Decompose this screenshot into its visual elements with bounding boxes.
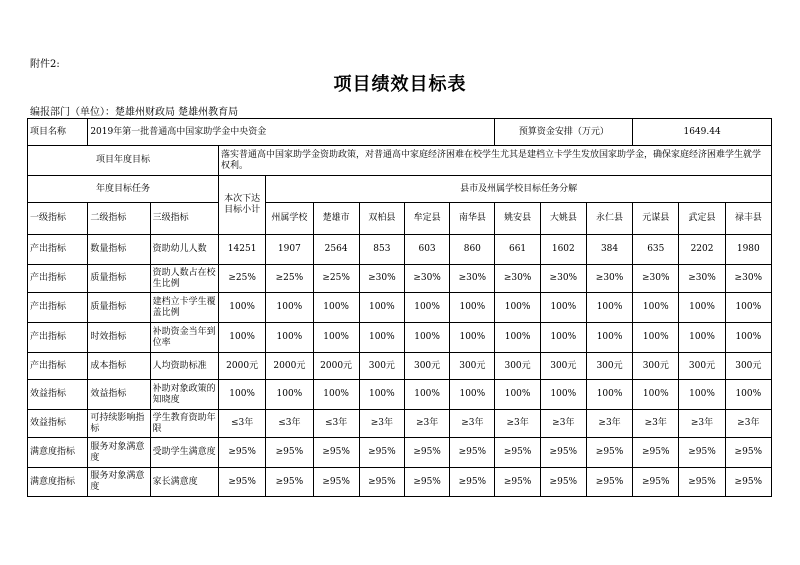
subtotal-cell: 100% xyxy=(219,323,266,353)
table-row xyxy=(28,410,772,438)
county-value-cell: 100% xyxy=(359,293,404,323)
county-value-cell: 2564 xyxy=(313,235,359,265)
level3-cell: 资助幼儿人数 xyxy=(150,235,218,265)
level2-cell: 成本指标 xyxy=(88,353,150,380)
county-value-cell: 100% xyxy=(586,323,632,353)
county-value-cell: ≤3年 xyxy=(266,410,313,438)
county-value-cell: ≥30% xyxy=(450,265,495,293)
level3-cell: 学生教育资助年限 xyxy=(150,410,218,438)
table-row xyxy=(28,323,772,353)
county-value-cell: 1907 xyxy=(266,235,313,265)
level3-cell: 人均资助标准 xyxy=(150,353,218,380)
county-value-cell: ≥95% xyxy=(540,468,586,497)
county-value-cell: 300元 xyxy=(495,353,540,380)
county-value-cell: ≥3年 xyxy=(633,410,679,438)
level3-cell: 补助对象政策的知晓度 xyxy=(150,380,218,410)
level2-header: 二级指标 xyxy=(88,203,150,235)
county-value-cell: ≥95% xyxy=(495,468,540,497)
project-name-row xyxy=(28,119,772,146)
table-row xyxy=(28,353,772,380)
county-value-cell: 100% xyxy=(266,380,313,410)
department-value: 楚雄州财政局 楚雄州教育局 xyxy=(115,107,239,118)
attachment-label: 附件2: xyxy=(30,59,60,70)
subtotal-cell: ≥25% xyxy=(219,265,266,293)
county-value-cell: ≥30% xyxy=(679,265,725,293)
county-value-cell: ≥3年 xyxy=(495,410,540,438)
county-value-cell: 100% xyxy=(540,293,586,323)
county-value-cell: 384 xyxy=(586,235,632,265)
county-value-cell: 100% xyxy=(266,323,313,353)
county-value-cell: ≤3年 xyxy=(313,410,359,438)
subtotal-header: 本次下达目标小计 xyxy=(219,176,266,235)
county-value-cell: ≥95% xyxy=(725,438,771,468)
county-value-cell: 100% xyxy=(404,323,449,353)
county-value-cell: 300元 xyxy=(633,353,679,380)
level3-cell: 家长满意度 xyxy=(150,468,218,497)
table-row xyxy=(28,468,772,497)
annual-goal-label: 项目年度目标 xyxy=(28,146,219,176)
county-value-cell: 300元 xyxy=(359,353,404,380)
county-value-cell: ≥30% xyxy=(633,265,679,293)
subtotal-cell: 2000元 xyxy=(219,353,266,380)
county-value-cell: 100% xyxy=(266,293,313,323)
county-value-cell: 300元 xyxy=(586,353,632,380)
county-value-cell: 661 xyxy=(495,235,540,265)
project-name-value: 2019年第一批普通高中国家助学金中央资金 xyxy=(88,119,495,146)
table-row xyxy=(28,293,772,323)
header-row-2 xyxy=(28,203,772,235)
county-value-cell: 100% xyxy=(725,380,771,410)
table-row xyxy=(28,265,772,293)
county-value-cell: ≥3年 xyxy=(679,410,725,438)
county-header: 楚雄市 xyxy=(313,203,359,235)
county-value-cell: ≥95% xyxy=(404,438,449,468)
county-value-cell: 603 xyxy=(404,235,449,265)
county-value-cell: 100% xyxy=(540,380,586,410)
county-value-cell: 635 xyxy=(633,235,679,265)
county-value-cell: ≥3年 xyxy=(450,410,495,438)
county-header: 牟定县 xyxy=(404,203,449,235)
level1-cell: 产出指标 xyxy=(28,293,88,323)
county-value-cell: 100% xyxy=(313,380,359,410)
level3-cell: 补助资金当年到位率 xyxy=(150,323,218,353)
level3-cell: 资助人数占在校生比例 xyxy=(150,265,218,293)
subtotal-cell: ≥95% xyxy=(219,468,266,497)
county-value-cell: ≥30% xyxy=(725,265,771,293)
county-value-cell: 100% xyxy=(359,380,404,410)
department-label: 编报部门（单位）： xyxy=(30,107,115,118)
county-header: 元谋县 xyxy=(633,203,679,235)
county-value-cell: ≥95% xyxy=(725,468,771,497)
budget-label: 预算资金安排（万元） xyxy=(495,119,633,146)
county-header: 禄丰县 xyxy=(725,203,771,235)
county-value-cell: 300元 xyxy=(450,353,495,380)
level2-cell: 时效指标 xyxy=(88,323,150,353)
county-value-cell: ≥95% xyxy=(450,438,495,468)
county-value-cell: 300元 xyxy=(540,353,586,380)
county-value-cell: ≥95% xyxy=(313,438,359,468)
county-value-cell: 2000元 xyxy=(266,353,313,380)
level2-cell: 服务对象满意度 xyxy=(88,468,150,497)
county-value-cell: ≥3年 xyxy=(586,410,632,438)
county-header: 南华县 xyxy=(450,203,495,235)
county-value-cell: 100% xyxy=(633,323,679,353)
table-row xyxy=(28,438,772,468)
county-value-cell: 100% xyxy=(725,293,771,323)
county-value-cell: 2000元 xyxy=(313,353,359,380)
budget-value: 1649.44 xyxy=(633,119,772,146)
county-value-cell: ≥95% xyxy=(359,468,404,497)
level3-cell: 受助学生满意度 xyxy=(150,438,218,468)
table-row xyxy=(28,380,772,410)
county-value-cell: 100% xyxy=(404,380,449,410)
subtotal-cell: 100% xyxy=(219,293,266,323)
level1-cell: 效益指标 xyxy=(28,410,88,438)
county-value-cell: ≥25% xyxy=(266,265,313,293)
county-header: 姚安县 xyxy=(495,203,540,235)
project-name-label: 项目名称 xyxy=(28,119,88,146)
county-value-cell: ≥3年 xyxy=(359,410,404,438)
county-value-cell: 100% xyxy=(450,293,495,323)
county-value-cell: 100% xyxy=(313,293,359,323)
county-value-cell: ≥95% xyxy=(266,468,313,497)
county-value-cell: ≥95% xyxy=(404,468,449,497)
county-header: 永仁县 xyxy=(586,203,632,235)
subtotal-cell: 100% xyxy=(219,380,266,410)
level1-header: 一级指标 xyxy=(28,203,88,235)
county-value-cell: 100% xyxy=(359,323,404,353)
county-value-cell: ≥95% xyxy=(633,438,679,468)
county-value-cell: 100% xyxy=(450,323,495,353)
county-value-cell: 100% xyxy=(633,293,679,323)
county-header: 州属学校 xyxy=(266,203,313,235)
county-value-cell: ≥95% xyxy=(586,468,632,497)
county-value-cell: 100% xyxy=(404,293,449,323)
county-value-cell: ≥95% xyxy=(359,438,404,468)
county-value-cell: ≥95% xyxy=(313,468,359,497)
performance-target-table xyxy=(27,118,772,497)
county-value-cell: ≥95% xyxy=(633,468,679,497)
county-value-cell: 100% xyxy=(586,380,632,410)
county-value-cell: ≥30% xyxy=(586,265,632,293)
header-row-1 xyxy=(28,176,772,203)
county-value-cell: ≥95% xyxy=(266,438,313,468)
county-value-cell: ≥3年 xyxy=(404,410,449,438)
county-value-cell: 100% xyxy=(313,323,359,353)
county-header: 武定县 xyxy=(679,203,725,235)
level2-cell: 服务对象满意度 xyxy=(88,438,150,468)
county-value-cell: 100% xyxy=(586,293,632,323)
county-value-cell: 100% xyxy=(495,323,540,353)
county-value-cell: 100% xyxy=(679,380,725,410)
level1-cell: 产出指标 xyxy=(28,265,88,293)
level1-cell: 满意度指标 xyxy=(28,468,88,497)
county-value-cell: 100% xyxy=(495,380,540,410)
county-value-cell: ≥95% xyxy=(679,468,725,497)
county-value-cell: 1980 xyxy=(725,235,771,265)
level1-cell: 产出指标 xyxy=(28,235,88,265)
county-value-cell: 1602 xyxy=(540,235,586,265)
level3-header: 三级指标 xyxy=(150,203,218,235)
table-row xyxy=(28,235,772,265)
subtotal-cell: 14251 xyxy=(219,235,266,265)
level1-cell: 效益指标 xyxy=(28,380,88,410)
county-value-cell: 300元 xyxy=(725,353,771,380)
county-value-cell: ≥30% xyxy=(495,265,540,293)
county-value-cell: 100% xyxy=(540,323,586,353)
county-value-cell: 100% xyxy=(679,323,725,353)
county-value-cell: ≥95% xyxy=(586,438,632,468)
annual-goal-row xyxy=(28,146,772,176)
subtotal-cell: ≤3年 xyxy=(219,410,266,438)
county-value-cell: 100% xyxy=(725,323,771,353)
county-value-cell: ≥30% xyxy=(540,265,586,293)
county-value-cell: ≥95% xyxy=(450,468,495,497)
annual-goal-value: 落实普通高中国家助学金资助政策，对普通高中家庭经济困难在校学生尤其是建档立卡学生发放国家助学金，确保家庭经济困难学生就学权利。 xyxy=(219,146,772,176)
level2-cell: 可持续影响指标 xyxy=(88,410,150,438)
county-value-cell: 853 xyxy=(359,235,404,265)
page-title: 项目绩效目标表 xyxy=(333,74,467,95)
county-value-cell: 100% xyxy=(450,380,495,410)
county-value-cell: 100% xyxy=(633,380,679,410)
county-value-cell: ≥95% xyxy=(679,438,725,468)
county-value-cell: ≥25% xyxy=(313,265,359,293)
annual-task-header: 年度目标任务 xyxy=(28,176,219,203)
level1-cell: 产出指标 xyxy=(28,323,88,353)
county-breakdown-header: 县市及州属学校目标任务分解 xyxy=(266,176,772,203)
county-value-cell: ≥95% xyxy=(540,438,586,468)
level1-cell: 产出指标 xyxy=(28,353,88,380)
level2-cell: 质量指标 xyxy=(88,265,150,293)
county-header: 大姚县 xyxy=(540,203,586,235)
county-header: 双柏县 xyxy=(359,203,404,235)
county-value-cell: ≥95% xyxy=(495,438,540,468)
subtotal-cell: ≥95% xyxy=(219,438,266,468)
level2-cell: 数量指标 xyxy=(88,235,150,265)
county-value-cell: 100% xyxy=(495,293,540,323)
county-value-cell: ≥3年 xyxy=(540,410,586,438)
county-value-cell: ≥30% xyxy=(359,265,404,293)
county-value-cell: 100% xyxy=(679,293,725,323)
level2-cell: 效益指标 xyxy=(88,380,150,410)
county-value-cell: ≥30% xyxy=(404,265,449,293)
county-value-cell: 300元 xyxy=(404,353,449,380)
county-value-cell: 2202 xyxy=(679,235,725,265)
county-value-cell: ≥3年 xyxy=(725,410,771,438)
level3-cell: 建档立卡学生覆盖比例 xyxy=(150,293,218,323)
department-line xyxy=(30,103,238,118)
level2-cell: 质量指标 xyxy=(88,293,150,323)
level1-cell: 满意度指标 xyxy=(28,438,88,468)
county-value-cell: 860 xyxy=(450,235,495,265)
county-value-cell: 300元 xyxy=(679,353,725,380)
